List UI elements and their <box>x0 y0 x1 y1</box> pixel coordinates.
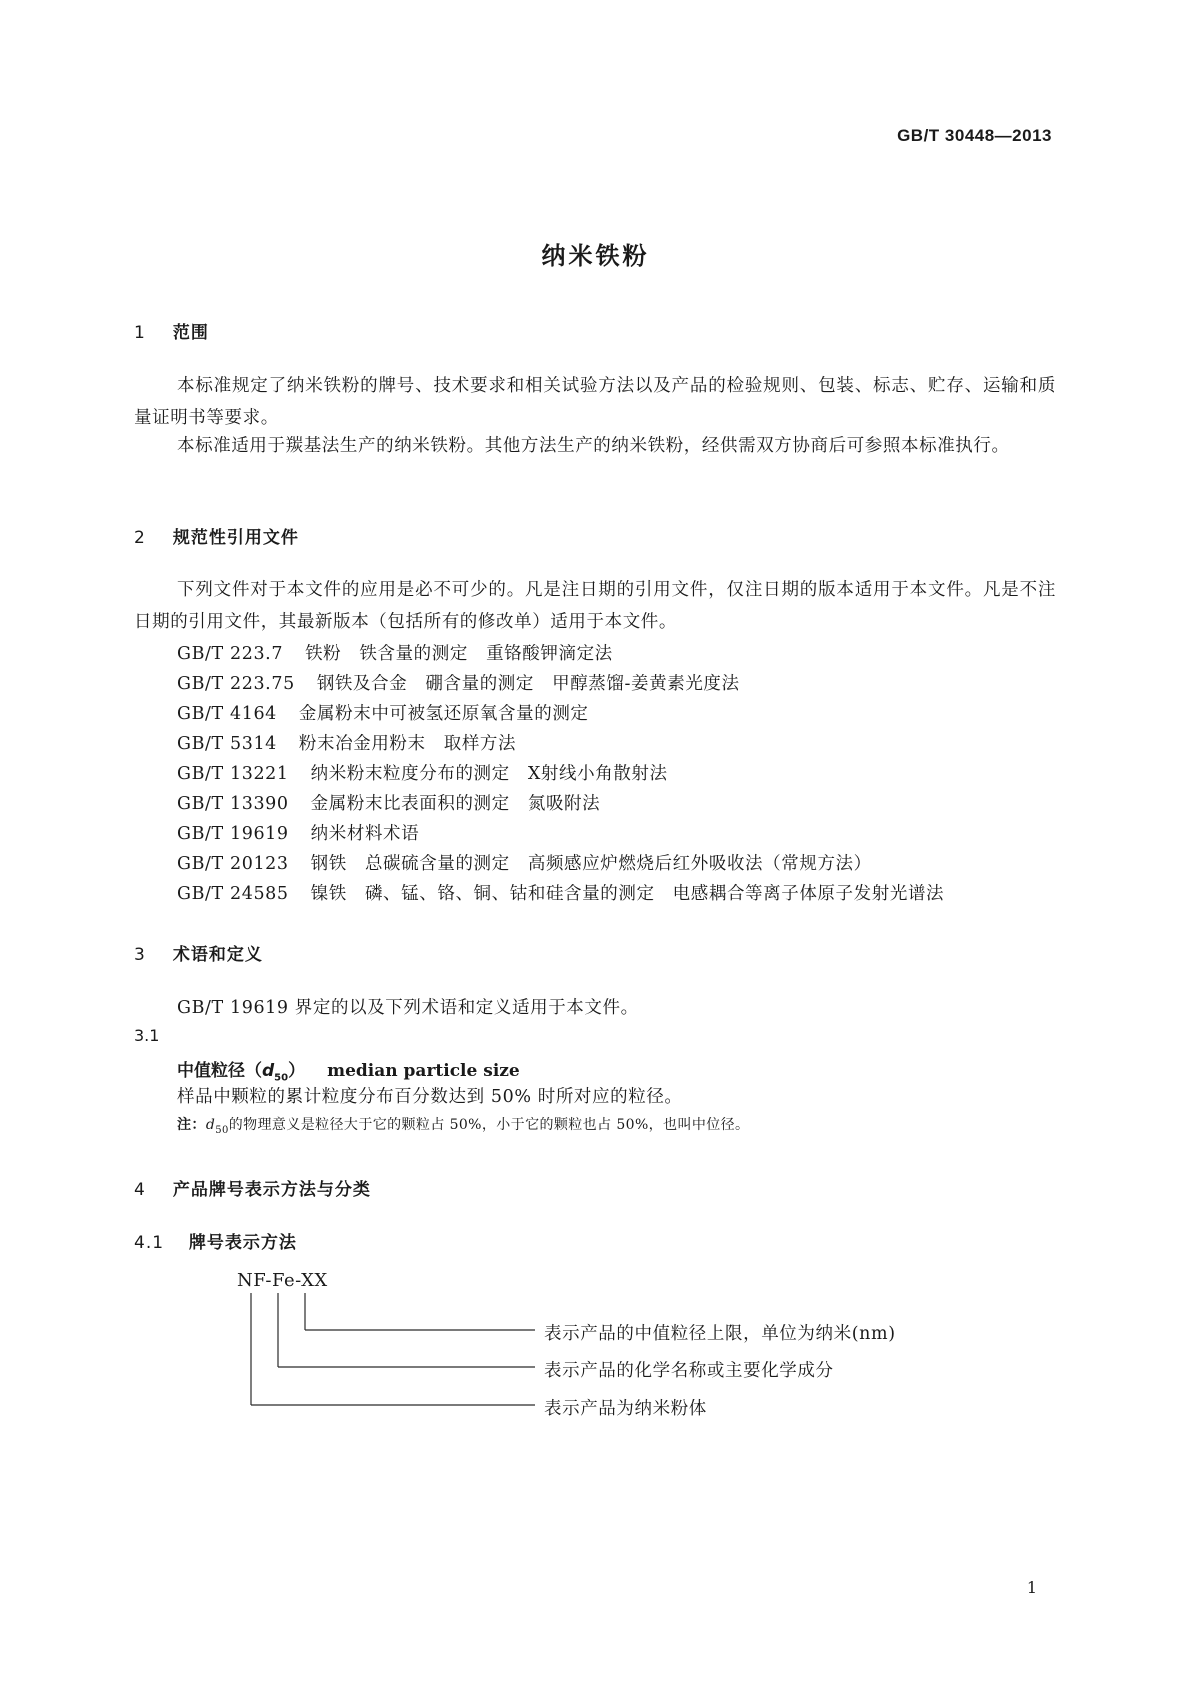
note-symbol: d <box>205 1117 216 1133</box>
term-close: ） <box>288 1061 306 1081</box>
section-number: 3 <box>134 945 146 965</box>
terms-intro: GB/T 19619 界定的以及下列术语和定义适用于本文件。 <box>177 998 639 1018</box>
page-number: 1 <box>1026 1578 1037 1597</box>
reference-code: GB/T 223.7 <box>177 644 284 664</box>
term-chinese: 中值粒径（ <box>177 1061 262 1081</box>
scope-paragraph-1: 本标准规定了纳米铁粉的牌号、技术要求和相关试验方法以及产品的检验规则、包装、标志、贮存、运输和质量证明书等要求。 <box>134 376 1056 428</box>
reference-title: 镍铁 磷、锰、铬、铜、钴和硅含量的测定 电感耦合等离子体原子发射光谱法 <box>310 884 945 904</box>
section-title: 规范性引用文件 <box>172 528 299 548</box>
reference-title: 钢铁 总碳硫含量的测定 高频感应炉燃烧后红外吸收法（常规方法） <box>310 854 872 874</box>
reference-item <box>177 700 589 725</box>
section-number: 2 <box>134 528 146 548</box>
section-number: 1 <box>134 323 146 343</box>
section-title: 术语和定义 <box>172 945 263 965</box>
section-title: 范围 <box>172 323 209 343</box>
standard-code: GB/T 30448—2013 <box>897 126 1052 145</box>
reference-item <box>177 820 419 845</box>
reference-code: GB/T 223.75 <box>177 674 295 694</box>
term-heading <box>177 1056 520 1083</box>
term-symbol: d <box>262 1061 275 1081</box>
reference-title: 粉末冶金用粉末 取样方法 <box>298 734 517 754</box>
section-number: 4 <box>134 1180 146 1200</box>
reference-code: GB/T 5314 <box>177 734 277 754</box>
section-title: 产品牌号表示方法与分类 <box>172 1180 371 1200</box>
scope-paragraph-2: 本标准适用于羰基法生产的纳米铁粉。其他方法生产的纳米铁粉，经供需双方协商后可参照本标准执行。 <box>177 436 1010 456</box>
term-note <box>177 1114 749 1136</box>
reference-code: GB/T 4164 <box>177 704 277 724</box>
reference-code: GB/T 13221 <box>177 764 289 784</box>
reference-item <box>177 790 600 815</box>
reference-item <box>177 850 872 875</box>
reference-title: 金属粉末比表面积的测定 氮吸附法 <box>310 794 601 814</box>
note-label: 注： <box>177 1117 206 1133</box>
reference-code: GB/T 20123 <box>177 854 289 874</box>
subsection-4-1-heading <box>134 1228 297 1253</box>
term-english: median particle size <box>327 1061 520 1081</box>
note-text: 的物理意义是粒径大于它的颗粒占 50%，小于它的颗粒也占 50%，也叫中位径。 <box>228 1117 750 1133</box>
subsection-number: 4.1 <box>134 1233 165 1253</box>
document-title: 纳米铁粉 <box>541 242 650 270</box>
grade-formula: NF-Fe-XX <box>237 1270 328 1291</box>
section-3-heading <box>134 940 263 965</box>
section-2-heading <box>134 523 299 548</box>
section-4-heading <box>134 1175 371 1200</box>
reference-title: 纳米材料术语 <box>310 824 420 844</box>
reference-title: 金属粉末中可被氢还原氧含量的测定 <box>298 704 589 724</box>
annotation-chemical-name: 表示产品的化学名称或主要化学成分 <box>544 1361 834 1381</box>
reference-code: GB/T 24585 <box>177 884 289 904</box>
term-number: 3.1 <box>134 1026 160 1045</box>
subsection-title: 牌号表示方法 <box>188 1233 297 1253</box>
annotation-particle-size: 表示产品的中值粒径上限，单位为纳米(nm) <box>544 1324 896 1344</box>
reference-title: 纳米粉末粒度分布的测定 X射线小角散射法 <box>310 764 668 784</box>
annotation-nano-powder: 表示产品为纳米粉体 <box>544 1399 707 1419</box>
reference-item <box>177 730 516 755</box>
reference-item <box>177 760 668 785</box>
section-1-heading <box>134 318 209 343</box>
reference-title: 钢铁及合金 硼含量的测定 甲醇蒸馏-姜黄素光度法 <box>316 674 740 694</box>
note-subscript: 50 <box>215 1124 229 1136</box>
reference-item <box>177 880 944 905</box>
reference-item <box>177 670 740 695</box>
reference-code: GB/T 19619 <box>177 824 289 844</box>
reference-title: 铁粉 铁含量的测定 重铬酸钾滴定法 <box>305 644 613 664</box>
references-intro: 下列文件对于本文件的应用是必不可少的。凡是注日期的引用文件，仅注日期的版本适用于本文件。凡是不注日期的引用文件，其最新版本（包括所有的修改单）适用于本文件。 <box>134 580 1056 632</box>
term-subscript: 50 <box>274 1072 289 1084</box>
reference-item <box>177 640 613 665</box>
reference-code: GB/T 13390 <box>177 794 289 814</box>
term-definition: 样品中颗粒的累计粒度分布百分数达到 50% 时所对应的粒径。 <box>177 1087 683 1107</box>
